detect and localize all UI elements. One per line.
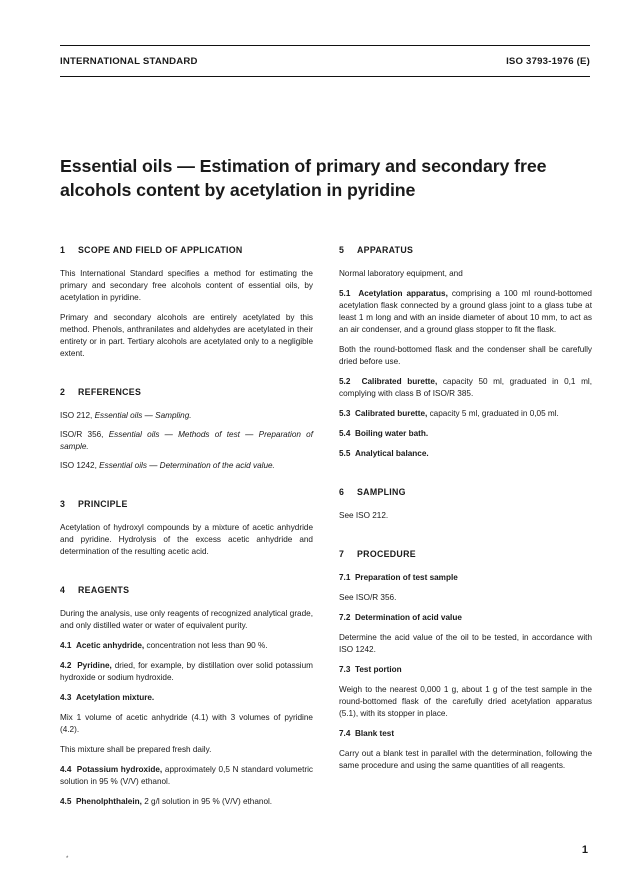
subsection-heading: 7.1 Preparation of test sample <box>339 573 458 582</box>
section-heading: 1 SCOPE AND FIELD OF APPLICATION <box>60 245 243 255</box>
reference-item: ISO 1242, Essential oils — Determination of the acid value. <box>60 461 275 470</box>
apparatus-item: 5.1 Acetylation apparatus, comprising a 100 ml round-bottomed acetylation flask connected by a ground glass joint to a glass tube at least 1 m long and with an inside diameter of about 10 mm, to act as an air condenser, and a ground glass stopper to fit the flask. <box>339 289 592 334</box>
document-title: Essential oils — Estimation of primary and secondary free alcohols content by acetylation in pyridine <box>60 156 547 200</box>
paragraph: This International Standard specifies a method for estimating the primary and secondary free alcohols content of essential oils, by acetylation in pyridine. <box>60 269 313 302</box>
subsection-heading: 7.4 Blank test <box>339 729 395 738</box>
paragraph: Primary and secondary alcohols are entirely acetylated by this method. Phenols, anthranilates and aldehydes are acetylated in their entirety or in part. Tertiary alcohols are acetylated only to a negligible extent. <box>60 313 313 358</box>
section-apparatus <box>339 244 592 460</box>
apparatus-item: 5.3 Calibrated burette, capacity 5 ml, graduated in 0,05 ml. <box>339 409 559 418</box>
subsection-heading: 7.2 Determination of acid value <box>339 613 462 622</box>
apparatus-item: 5.2 Calibrated burette, capacity 50 ml, graduated in 0,1 ml, complying with class B of ISO/R 385. <box>339 377 592 398</box>
page-number: 1 <box>581 844 588 856</box>
left-column <box>60 244 313 834</box>
reagent-item: 4.1 Acetic anhydride, concentration not less than 90 %. <box>60 641 268 650</box>
section-heading: 2 REFERENCES <box>60 387 142 397</box>
paragraph: See ISO/R 356. <box>339 593 397 602</box>
header-standard-number: ISO 3793-1976 (E) <box>506 56 590 67</box>
section-sampling <box>339 486 592 522</box>
section-procedure <box>339 548 592 772</box>
subsection-heading: 7.3 Test portion <box>339 665 402 674</box>
reagent-item: 4.2 Pyridine, dried, for example, by distillation over solid potassium hydroxide or sodium hydroxide. <box>60 661 313 682</box>
section-principle <box>60 498 313 558</box>
document-header <box>60 56 590 67</box>
section-heading: 4 REAGENTS <box>60 585 130 595</box>
paragraph: See ISO 212. <box>339 511 389 520</box>
reagent-item: 4.4 Potassium hydroxide, approximately 0,5 N standard volumetric solution in 95 % (V/V) ethanol. <box>60 765 313 786</box>
paragraph: During the analysis, use only reagents of recognized analytical grade, and only distilled water or water of equivalent purity. <box>60 609 313 630</box>
header-rule <box>60 76 590 77</box>
right-column <box>339 244 592 798</box>
paragraph: Determine the acid value of the oil to be tested, in accordance with ISO 1242. <box>339 633 592 654</box>
section-heading: 3 PRINCIPLE <box>60 499 128 509</box>
section-reagents <box>60 584 313 808</box>
paragraph: Acetylation of hydroxyl compounds by a mixture of acetic anhydride and pyridine. Hydrolysis of the excess acetic anhydride and determination of the resulting acetic acid. <box>60 523 313 556</box>
section-references <box>60 386 313 472</box>
section-heading: 7 PROCEDURE <box>339 549 416 559</box>
section-heading: 6 SAMPLING <box>339 487 406 497</box>
reference-item: ISO 212, Essential oils — Sampling. <box>60 411 192 420</box>
paragraph: Weigh to the nearest 0,000 1 g, about 1 g of the test sample in the round-bottomed flask of the carefully dried acetylation apparatus (5.1), with its stopper in place. <box>339 685 592 718</box>
apparatus-item: 5.5 Analytical balance. <box>339 449 429 458</box>
top-rule <box>60 45 590 46</box>
reagent-item: 4.3 Acetylation mixture. <box>60 693 155 702</box>
header-standard-label: INTERNATIONAL STANDARD <box>60 56 198 67</box>
paragraph: Normal laboratory equipment, and <box>339 269 463 278</box>
apparatus-item: 5.4 Boiling water bath. <box>339 429 429 438</box>
reference-item: ISO/R 356, Essential oils — Methods of test — Preparation of sample. <box>60 430 313 451</box>
paragraph: Carry out a blank test in parallel with the determination, following the same procedure and using the same quantities of all reagents. <box>339 749 592 770</box>
reagent-item: 4.5 Phenolphthalein, 2 g/l solution in 95 % (V/V) ethanol. <box>60 797 273 806</box>
paragraph: This mixture shall be prepared fresh daily. <box>60 745 212 754</box>
section-scope <box>60 244 313 360</box>
section-heading: 5 APPARATUS <box>339 245 414 255</box>
footer-mark: * <box>66 856 69 862</box>
paragraph: Both the round-bottomed flask and the condenser shall be carefully dried before use. <box>339 345 592 366</box>
paragraph: Mix 1 volume of acetic anhydride (4.1) with 3 volumes of pyridine (4.2). <box>60 713 313 734</box>
